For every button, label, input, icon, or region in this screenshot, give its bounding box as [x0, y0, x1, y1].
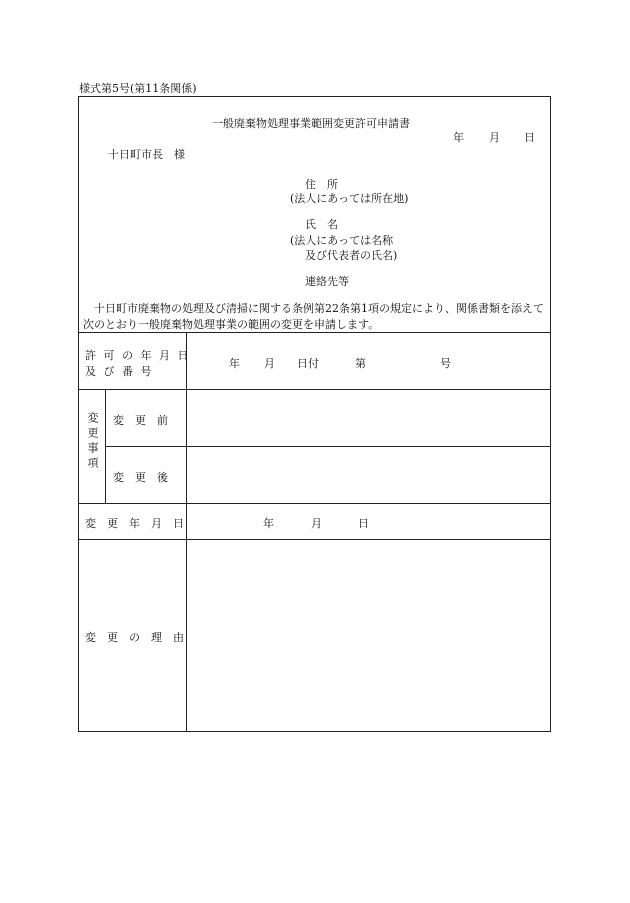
name-label: 氏 名	[305, 218, 338, 231]
permit-dai: 第	[355, 357, 366, 370]
change-date-month: 月	[311, 517, 322, 530]
form-number: 様式第5号(第11条関係)	[79, 82, 197, 95]
permit-day: 日付	[297, 357, 319, 370]
label-column-line	[186, 332, 187, 732]
permit-year: 年	[229, 357, 240, 370]
permit-go: 号	[440, 357, 451, 370]
date-month: 月	[489, 131, 500, 144]
name-note-1: (法人にあっては名称	[290, 234, 394, 247]
change-date-year: 年	[263, 517, 274, 530]
reason-label: 変 更 の 理 由	[85, 631, 184, 644]
date-year: 年	[453, 131, 464, 144]
change-items-label: 変更事項	[86, 412, 99, 472]
date-day: 日	[524, 131, 535, 144]
change-date-label: 変 更 年 月 日	[85, 517, 184, 530]
address-note: (法人にあっては所在地)	[290, 192, 409, 205]
permit-label-1: 許 可 の 年 月 日	[85, 349, 191, 362]
before-label: 変 更 前	[113, 414, 168, 427]
change-items-column-line	[105, 389, 106, 503]
permit-month: 月	[264, 357, 275, 370]
statement-paragraph: 十日町市廃棄物の処理及び清掃に関する条例第22条第1項の規定により、関係書類を添えて次のとおり一般廃棄物処理事業の範囲の変更を申請します。	[83, 302, 544, 331]
row-line-3	[78, 503, 551, 504]
row-line-4	[78, 539, 551, 540]
after-label: 変 更 後	[113, 471, 168, 484]
change-date-day: 日	[358, 517, 369, 530]
addressee: 十日町市長 様	[108, 148, 185, 161]
form-title: 一般廃棄物処理事業範囲変更許可申請書	[212, 117, 410, 130]
row-line-1	[78, 389, 551, 390]
table-top-line	[78, 332, 551, 333]
address-label: 住 所	[305, 178, 338, 191]
contact-label: 連絡先等	[305, 275, 349, 288]
permit-label-2: 及 び 番 号	[85, 365, 154, 378]
name-note-2: 及び代表者の氏名)	[305, 249, 398, 262]
row-line-2	[105, 446, 551, 447]
